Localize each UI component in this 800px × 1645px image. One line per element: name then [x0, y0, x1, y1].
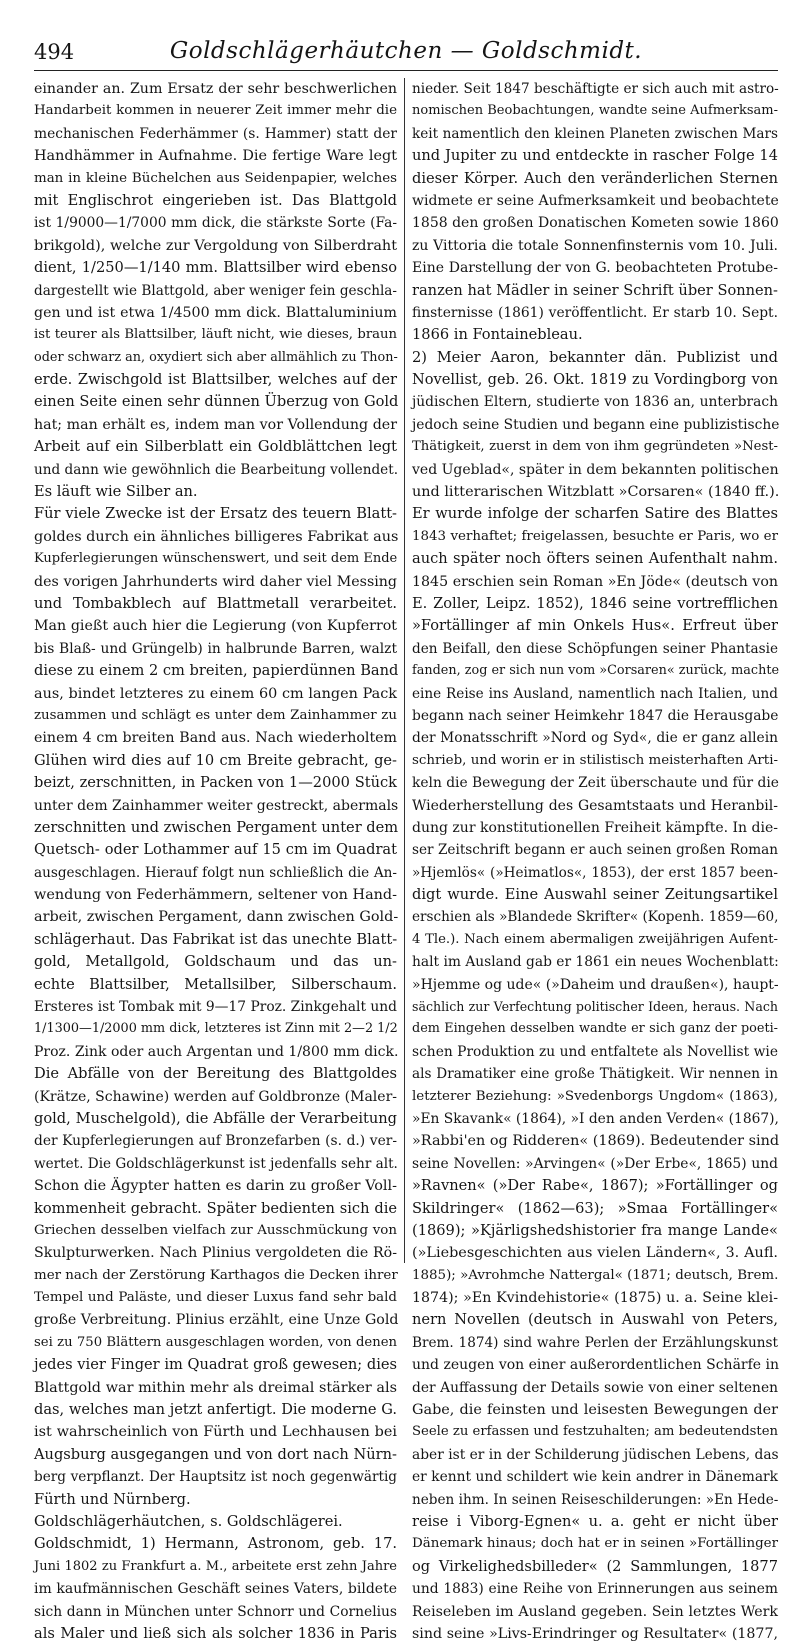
- text-line: neben ihm. In seinen Reiseschilderungen: »En Hede-: [412, 1491, 779, 1508]
- text-line: ranzen hat Mädler in seiner Schrift über Sonnen-: [412, 281, 778, 299]
- text-line: einander an. Zum Ersatz der sehr beschwerlichen: [34, 81, 397, 97]
- text-line: beizt, zerschnitten, in Packen von 1—2000 Stück: [34, 774, 397, 792]
- text-line: und litterarischen Witzblatt »Corsaren« (1840 ff.).: [412, 484, 780, 501]
- text-line: aber ist er in der Schilderung jüdischen Lebens, das: [412, 1446, 779, 1463]
- text-line: Fürth und Nürnberg.: [34, 1490, 191, 1508]
- text-line: sich dann in München unter Schnorr und Cornelius: [34, 1603, 397, 1620]
- text-line: dung zur konstitutionellen Freiheit kämpfte. In die-: [412, 819, 778, 836]
- text-line: arbeit, zwischen Pergament, dann zwischen Gold-: [34, 909, 399, 926]
- text-line: Goldschlägerhäutchen, s. Goldschlägerei.: [34, 1513, 343, 1530]
- text-line: erde. Zwischgold ist Blattsilber, welches auf der: [34, 371, 397, 389]
- text-line: Für viele Zwecke ist der Ersatz des teuern Blatt-: [34, 505, 397, 523]
- text-line: Die Abfälle von der Bereitung des Blattgoldes: [34, 1065, 397, 1083]
- text-line: jedoch seine Studien und begann eine publizistische: [412, 416, 780, 433]
- text-line: große Verbreitung. Plinius erzählt, eine Unze Gold: [34, 1312, 399, 1329]
- text-line: dargestellt wie Blattgold, aber weniger fein geschla-: [34, 282, 397, 299]
- text-line: gold, Muschelgold), die Abfälle der Verarbeitung: [34, 1109, 397, 1127]
- text-line: Tempel und Paläste, und dieser Luxus fand sehr bald: [34, 1290, 397, 1306]
- text-line: einem 4 cm breiten Band aus. Nach wiederholtem: [34, 730, 397, 747]
- text-line: Thätigkeit, zuerst in dem von ihm gegründeten »Nest-: [412, 439, 778, 455]
- text-line: dient, 1/250—1/140 mm. Blattsilber wird ebenso: [34, 259, 397, 277]
- text-line: des vorigen Jahrhunderts wird daher viel Messing: [34, 573, 397, 590]
- text-line: seine Novellen: »Arvingen« (»Der Erbe«, 1865) und: [412, 1155, 778, 1172]
- text-line: 2) Meier Aaron, bekannter dän. Publizist und: [412, 348, 778, 366]
- text-line: Skulpturwerken. Nach Plinius vergoldeten die Rö-: [34, 1245, 397, 1262]
- text-line: aus, bindet letzteres zu einem 60 cm langen Pack: [34, 685, 397, 702]
- text-line: ved Ugeblad«, später in dem bekannten politischen: [412, 461, 779, 478]
- text-line: Er wurde infolge der scharfen Satire des Blattes: [412, 505, 778, 523]
- text-line: zerschnitten und zwischen Pergament unter dem: [34, 818, 399, 836]
- text-line: (»Liebesgeschichten aus vielen Ländern«, 3. Aufl.: [412, 1245, 778, 1262]
- text-line: Blattgold war mithin mehr als dreimal stärker als: [34, 1379, 397, 1396]
- text-line: 1874); »En Kvindehistorie« (1875) u. a. Seine klei-: [412, 1290, 778, 1307]
- text-line: mer nach der Zerstörung Karthagos die Decken ihrer: [34, 1267, 398, 1283]
- text-line: finsternisse (1861) veröffentlicht. Er starb 10. Sept.: [412, 304, 778, 321]
- text-line: Schon die Ägypter hatten es darin zu großer Voll-: [34, 1178, 397, 1195]
- text-line: nieder. Seit 1847 beschäftigte er sich auch mit astro-: [412, 81, 779, 97]
- text-line: und Tombakblech auf Blattmetall verarbeitet.: [34, 594, 397, 612]
- header-rule: [34, 70, 778, 71]
- text-line: Goldschmidt, 1) Hermann, Astronom, geb. 17.: [34, 1535, 397, 1553]
- text-line: man in kleine Büchelchen aus Seidenpapier, welches: [34, 170, 397, 186]
- text-line: Eine Darstellung der von G. beobachteten Protube-: [412, 260, 778, 277]
- running-title: Goldschlägerhäutchen — Goldschmidt.: [169, 38, 643, 64]
- text-line: er kennt und schildert wie kein andrer in Dänemark: [412, 1469, 778, 1486]
- text-line: 1866 in Fontainebleau.: [412, 326, 583, 344]
- text-line: ist wahrscheinlich von Fürth und Lechhausen bei: [34, 1424, 397, 1441]
- text-line: mechanischen Federhämmer (s. Hammer) statt der: [34, 125, 397, 142]
- text-line: im kaufmännischen Geschäft seines Vaters, bildete: [34, 1581, 397, 1598]
- text-line: »Fortällinger af min Onkels Hus«. Erfreut über: [412, 617, 778, 635]
- text-line: 1858 den großen Donatischen Kometen sowie 1860: [412, 215, 779, 232]
- text-line: als Maler und ließ sich als solcher 1836 in Paris: [34, 1624, 397, 1642]
- text-line: keln die Bewegung der Zeit überschaute und für die: [412, 775, 779, 792]
- text-line: (Krätze, Schawine) werden auf Goldbronze (Maler-: [34, 1088, 397, 1105]
- text-line: und zeugen von einer außerordentlichen Schärfe in: [412, 1357, 780, 1374]
- text-line: und Jupiter zu und entdeckte in rascher Folge 14: [412, 147, 778, 165]
- text-line: berg verpflanzt. Der Hauptsitz ist noch gegenwärtig: [34, 1469, 397, 1486]
- text-line: »Ravnen« (»Der Rabe«, 1867); »Fortällinger og: [412, 1177, 778, 1195]
- text-line: »Rabbi'en og Ridderen« (1869). Bedeutender sind: [412, 1133, 780, 1150]
- text-line: widmete er seine Aufmerksamkeit und beobachtete: [412, 192, 779, 209]
- text-line: schen Produktion zu und entfaltete als Novellist wie: [412, 1043, 778, 1060]
- text-line: auch später noch öfters seinen Aufenthalt nahm.: [412, 550, 778, 568]
- text-line: schrieb, und worin er in stilistisch meisterhaften Arti-: [412, 752, 778, 768]
- text-line: nern Novellen (deutsch in Auswahl von Peters,: [412, 1311, 778, 1329]
- left-column: [34, 78, 399, 1642]
- text-line: Augsburg ausgegangen und von dort nach Nürn-: [34, 1445, 397, 1463]
- text-line: goldes durch ein ähnliches billigeres Fabrikat aus: [34, 528, 399, 545]
- text-line: und dann wie gewöhnlich die Bearbeitung vollendet.: [34, 461, 399, 478]
- text-line: »Hjemlös« (»Heimatlos«, 1853), der erst 1857 been-: [412, 864, 778, 881]
- text-line: og Virkelighedsbilleder« (2 Sammlungen, 1877: [412, 1557, 778, 1575]
- text-line: 1843 verhaftet; freigelassen, besuchte er Paris, wo er: [412, 528, 778, 544]
- text-line: hat; man erhält es, indem man vor Vollendung der: [34, 416, 397, 433]
- text-line: zusammen und schlägt es unter dem Zainhammer zu: [34, 707, 397, 723]
- running-header: [34, 38, 778, 68]
- column-divider: [404, 78, 405, 1263]
- text-line: 4 Tle.). Nach einem abermaligen zweijährigen Aufent-: [412, 931, 778, 947]
- text-line: Es läuft wie Silber an.: [34, 483, 198, 501]
- text-line: letzterer Beziehung: »Svedenborgs Ungdom« (1863),: [412, 1088, 778, 1104]
- text-line: Brem. 1874) sind wahre Perlen der Erzählungskunst: [412, 1334, 778, 1351]
- text-line: Dänemark hinaus; doch hat er in seinen »Fortällinger: [412, 1536, 778, 1552]
- text-line: schlägerhaut. Das Fabrikat ist das unechte Blatt-: [34, 930, 398, 948]
- text-line: Quetsch- oder Lothammer auf 15 cm im Quadrat: [34, 841, 397, 859]
- text-line: 1/1300—1/2000 mm dick, letzteres ist Zinn mit 2—2 1/2: [34, 1021, 398, 1037]
- text-line: Arbeit auf ein Silberblatt ein Goldblättchen legt: [34, 438, 397, 456]
- text-line: reise i Viborg-Egnen« u. a. geht er nicht über: [412, 1513, 778, 1530]
- text-line: ist 1/9000—1/7000 mm dick, die stärkste Sorte (Fa-: [34, 215, 397, 232]
- text-line: Wiederherstellung des Gesamtstaats und Heranbil-: [412, 797, 778, 814]
- text-line: eine Reise ins Ausland, namentlich nach Italien, und: [412, 685, 778, 702]
- text-line: 1845 erschien sein Roman »En Jöde« (deutsch von: [412, 573, 778, 590]
- text-line: Glühen wird dies auf 10 cm Breite gebracht, ge-: [34, 751, 397, 769]
- page-number: 494: [34, 40, 75, 64]
- text-line: Skildringer« (1862—63); »Smaa Fortällinger«: [412, 1199, 778, 1217]
- text-line: Reiseleben im Ausland gegeben. Sein letztes Werk: [412, 1603, 778, 1620]
- text-line: erschien als »Blandede Skrifter« (Kopenh. 1859—60,: [412, 909, 779, 926]
- text-line: den Beifall, den diese Schöpfungen seiner Phantasie: [412, 640, 778, 657]
- text-line: Ersteres ist Tombak mit 9—17 Proz. Zinkgehalt und: [34, 999, 397, 1016]
- text-line: Man gießt auch hier die Legierung (von Kupferrot: [34, 618, 397, 635]
- text-line: keit namentlich den kleinen Planeten zwischen Mars: [412, 125, 778, 142]
- text-line: als Dramatiker eine große Thätigkeit. Wir nennen in: [412, 1066, 778, 1083]
- text-line: der Auffassung der Details sowie von einer seltenen: [412, 1379, 778, 1396]
- text-line: der Kupferlegierungen auf Bronzefarben (s. d.) ver-: [34, 1133, 397, 1150]
- text-line: ist teurer als Blattsilber, läuft nicht, wie dieses, braun: [34, 327, 397, 343]
- text-line: das, welches man jetzt anfertigt. Die moderne G.: [34, 1401, 397, 1419]
- text-line: (1869); »Kjärligshedshistorier fra mange Lande«: [412, 1221, 778, 1239]
- text-line: wendung von Federhämmern, seltener von Hand-: [34, 887, 397, 904]
- text-line: dem Eingehen desselben wandte er sich ganz der poeti-: [412, 1021, 778, 1037]
- text-line: bis Blaß- und Grüngelb) in halbrunde Barren, walzt: [34, 640, 397, 657]
- text-line: oder schwarz an, oxydiert sich aber allmählich zu Thon-: [34, 349, 398, 365]
- text-line: unter dem Zainhammer weiter gestreckt, abermals: [34, 797, 399, 814]
- text-line: jedes vier Finger im Quadrat groß gewesen; dies: [34, 1356, 397, 1374]
- text-line: 1885); »Avrohmche Nattergal« (1871; deutsch, Brem.: [412, 1267, 779, 1283]
- text-line: sächlich zur Verfechtung politischer Ideen, heraus. Nach: [412, 999, 778, 1015]
- text-line: und 1883) eine Reihe von Erinnerungen aus seinem: [412, 1581, 778, 1598]
- text-line: Seele zu erfassen und festzuhalten; am bedeutendsten: [412, 1424, 778, 1440]
- right-column: [412, 78, 780, 1642]
- text-line: dieser Körper. Auch den veränderlichen Sternen: [412, 169, 778, 187]
- text-line: einen Seite einen sehr dünnen Überzug von Gold: [34, 393, 399, 411]
- text-line: diese zu einem 2 cm breiten, papierdünnen Band: [34, 662, 399, 680]
- text-line: echte Blattsilber, Metallsilber, Silberschaum.: [34, 975, 397, 993]
- text-line: gen und ist etwa 1/4500 mm dick. Blattaluminium: [34, 304, 397, 321]
- text-line: Kupferlegierungen wünschenswert, und seit dem Ende: [34, 551, 398, 567]
- text-line: wertet. Die Goldschlägerkunst ist jedenfalls sehr alt.: [34, 1155, 398, 1172]
- text-line: fanden, zog er sich nun vom »Corsaren« zurück, machte: [412, 663, 780, 679]
- text-line: ausgeschlagen. Hierauf folgt nun schließlich die An-: [34, 864, 397, 881]
- text-line: Handhämmer in Aufnahme. Die fertige Ware legt: [34, 148, 397, 165]
- text-line: digt wurde. Eine Auswahl seiner Zeitungsartikel: [412, 886, 778, 904]
- text-line: Proz. Zink oder auch Argentan und 1/800 mm dick.: [34, 1043, 399, 1060]
- text-line: begann nach seiner Heimkehr 1847 die Herausgabe: [412, 707, 779, 724]
- text-line: mit Englischrot eingerieben ist. Das Blattgold: [34, 191, 397, 209]
- text-line: E. Zoller, Leipz. 1852), 1846 seine vortrefflichen: [412, 594, 778, 612]
- text-line: nomischen Beobachtungen, wandte seine Aufmerksam-: [412, 103, 778, 119]
- text-line: jüdischen Eltern, studierte von 1836 an, unterbrach: [412, 394, 778, 411]
- text-line: sei zu 750 Blättern ausgeschlagen worden, von denen: [34, 1334, 397, 1350]
- text-line: brikgold), welche zur Vergoldung von Silberdraht: [34, 237, 397, 254]
- text-line: Novellist, geb. 26. Okt. 1819 zu Vordingborg von: [412, 371, 778, 389]
- text-line: sind seine »Livs-Erindringer og Resultater« (1877,: [412, 1625, 778, 1642]
- text-line: Gabe, die feinsten und leisesten Bewegungen der: [412, 1402, 778, 1419]
- text-line: Handarbeit kommen in neuerer Zeit immer mehr die: [34, 103, 397, 119]
- text-line: halt im Ausland gab er 1861 ein neues Wochenblatt:: [412, 954, 779, 971]
- text-line: »Hjemme og ude« (»Daheim und draußen«), haupt-: [412, 976, 779, 993]
- text-line: Griechen desselben vielfach zur Ausschmückung von: [34, 1222, 397, 1238]
- text-line: ser Zeitschrift begann er auch seinen großen Roman: [412, 842, 778, 859]
- text-line: gold, Metallgold, Goldschaum und das un-: [34, 953, 397, 971]
- text-line: kommenheit gebracht. Später bedienten sich die: [34, 1199, 397, 1217]
- text-line: »En Skavank« (1864), »I den anden Verden« (1867),: [412, 1110, 779, 1127]
- text-line: Juni 1802 zu Frankfurt a. M., arbeitete erst zehn Jahre: [34, 1558, 397, 1574]
- text-line: der Monatsschrift »Nord og Syd«, die er ganz allein: [412, 730, 778, 747]
- text-line: zu Vittoria die totale Sonnenfinsternis vom 10. Juli.: [412, 237, 778, 254]
